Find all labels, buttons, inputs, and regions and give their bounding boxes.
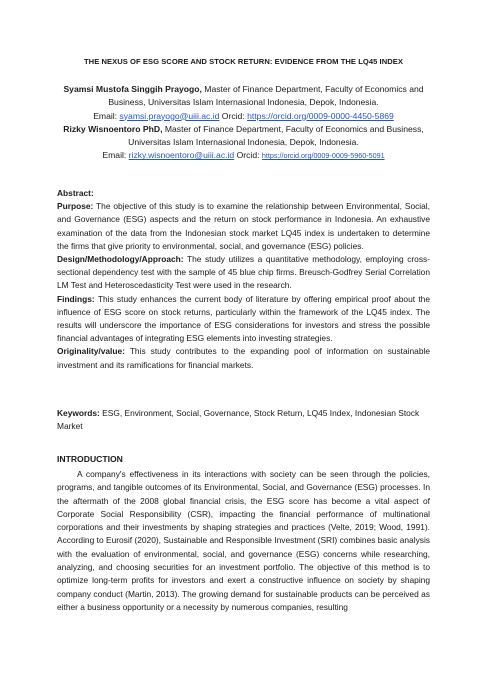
- author-2-orcid-link[interactable]: https://orcid.org/0009-0009-5960-5091: [261, 151, 385, 161]
- author-2-name: Rizky Wisnoentoro PhD,: [63, 123, 163, 134]
- design-label: Design/Methodology/Approach:: [57, 254, 184, 265]
- keywords-label: Keywords:: [57, 408, 100, 418]
- author-block: [57, 83, 430, 163]
- introduction-heading: INTRODUCTION: [57, 454, 123, 464]
- findings-text: This study enhances the current body of literature by offering empirical proof about the influence of ESG score on stock returns, particularly within the framework of the LQ45 index. The results will underscore the importance of ESG considerations for investors and stress the possible financial advantages of integrating ESG elements into investing strategies.: [57, 293, 430, 344]
- design-text: The study utilizes a quantitative methodology, employing cross-sectional dependency test with the sample of 45 blue chip firms. Breusch-Godfrey Serial Correlation LM Test and Heteroscedasticity Test were used in the research.: [57, 254, 430, 291]
- keywords-text: ESG, Environment, Social, Governance, Stock Return, LQ45 Index, Indonesian Stock Market: [57, 408, 420, 432]
- author-2-orcid-label: Orcid:: [234, 150, 262, 161]
- author-2: [57, 123, 430, 150]
- author-2-contact: [57, 149, 430, 162]
- author-1-orcid-link[interactable]: https://orcid.org/0009-0000-4450-5869: [247, 110, 394, 121]
- abstract-section: [57, 187, 430, 372]
- author-1-contact: [57, 110, 430, 123]
- author-1-orcid-label: Orcid:: [219, 110, 248, 121]
- abstract-findings: [57, 293, 430, 346]
- author-1: [57, 83, 430, 110]
- author-1-email-link[interactable]: syamsi.prayogo@uiii.ac.id: [119, 110, 220, 121]
- keywords-section: [57, 407, 430, 433]
- abstract-originality: [57, 345, 430, 371]
- author-2-affiliation: Master of Finance Department, Faculty of Economics and Business, Universitas Islam Internasional Indonesia, Depok, Indonesia.: [128, 123, 424, 148]
- purpose-label: Purpose:: [57, 201, 94, 212]
- author-1-affiliation: Master of Finance Department, Faculty of Economics and Business, Universitas Islam Internasional Indonesia, Depok, Indonesia.: [108, 84, 424, 108]
- findings-label: Findings:: [57, 293, 95, 304]
- author-1-email-label: Email:: [93, 110, 120, 121]
- abstract-design: [57, 253, 430, 293]
- introduction-paragraph: A company's effectiveness in its interactions with society can be seen through the policies, programs, and tangible outcomes of its Environmental, Social, and Governance (ESG) processes. In the aftermath of the 2008 global financial crisis, the ESG score has become a vital aspect of Corporate Social Responsibility (CSR), impacting the financial performance of multinational corporations and their investments by shaping strategies and practices (Velte, 2019; Wood, 1991). According to Eurosif (2020), Sustainable and Responsible Investment (SRI) combines basic analysis with the evaluation of environmental, social, and governance (ESG) concerns while researching, analyzing, and choosing securities for an investment portfolio. The objective of this method is to optimize long-term profits for investors and exert a constructive influence on society by shaping company conduct (Martin, 2013). The growing demand for sustainable products can be perceived as either a business opportunity or a necessity by numerous companies, resulting: [57, 469, 430, 612]
- originality-text: This study contributes to the expanding pool of information on sustainable investment and its ramifications for financial markets.: [57, 346, 430, 370]
- author-1-name: Syamsi Mustofa Singgih Prayogo,: [63, 84, 202, 94]
- author-2-email-link[interactable]: rizky.wisnoentoro@uiii.ac.id: [128, 150, 235, 161]
- purpose-text: The objective of this study is to examine the relationship between Environmental, Social, and Governance (ESG) aspects and the return on stock performance in Indonesia. An exhaustive examination of the data from the Indonesian stock market LQ45 index is undertaken to determine the firms that give priority to environmental, social, and governance (ESG) policies.: [57, 201, 430, 251]
- paper-title: THE NEXUS OF ESG SCORE AND STOCK RETURN: EVIDENCE FROM THE LQ45 INDEX: [83, 57, 404, 66]
- abstract-heading: Abstract:: [57, 188, 94, 198]
- author-2-email-label: Email:: [102, 150, 129, 161]
- originality-label: Originality/value:: [57, 346, 125, 357]
- abstract-purpose: [57, 200, 430, 253]
